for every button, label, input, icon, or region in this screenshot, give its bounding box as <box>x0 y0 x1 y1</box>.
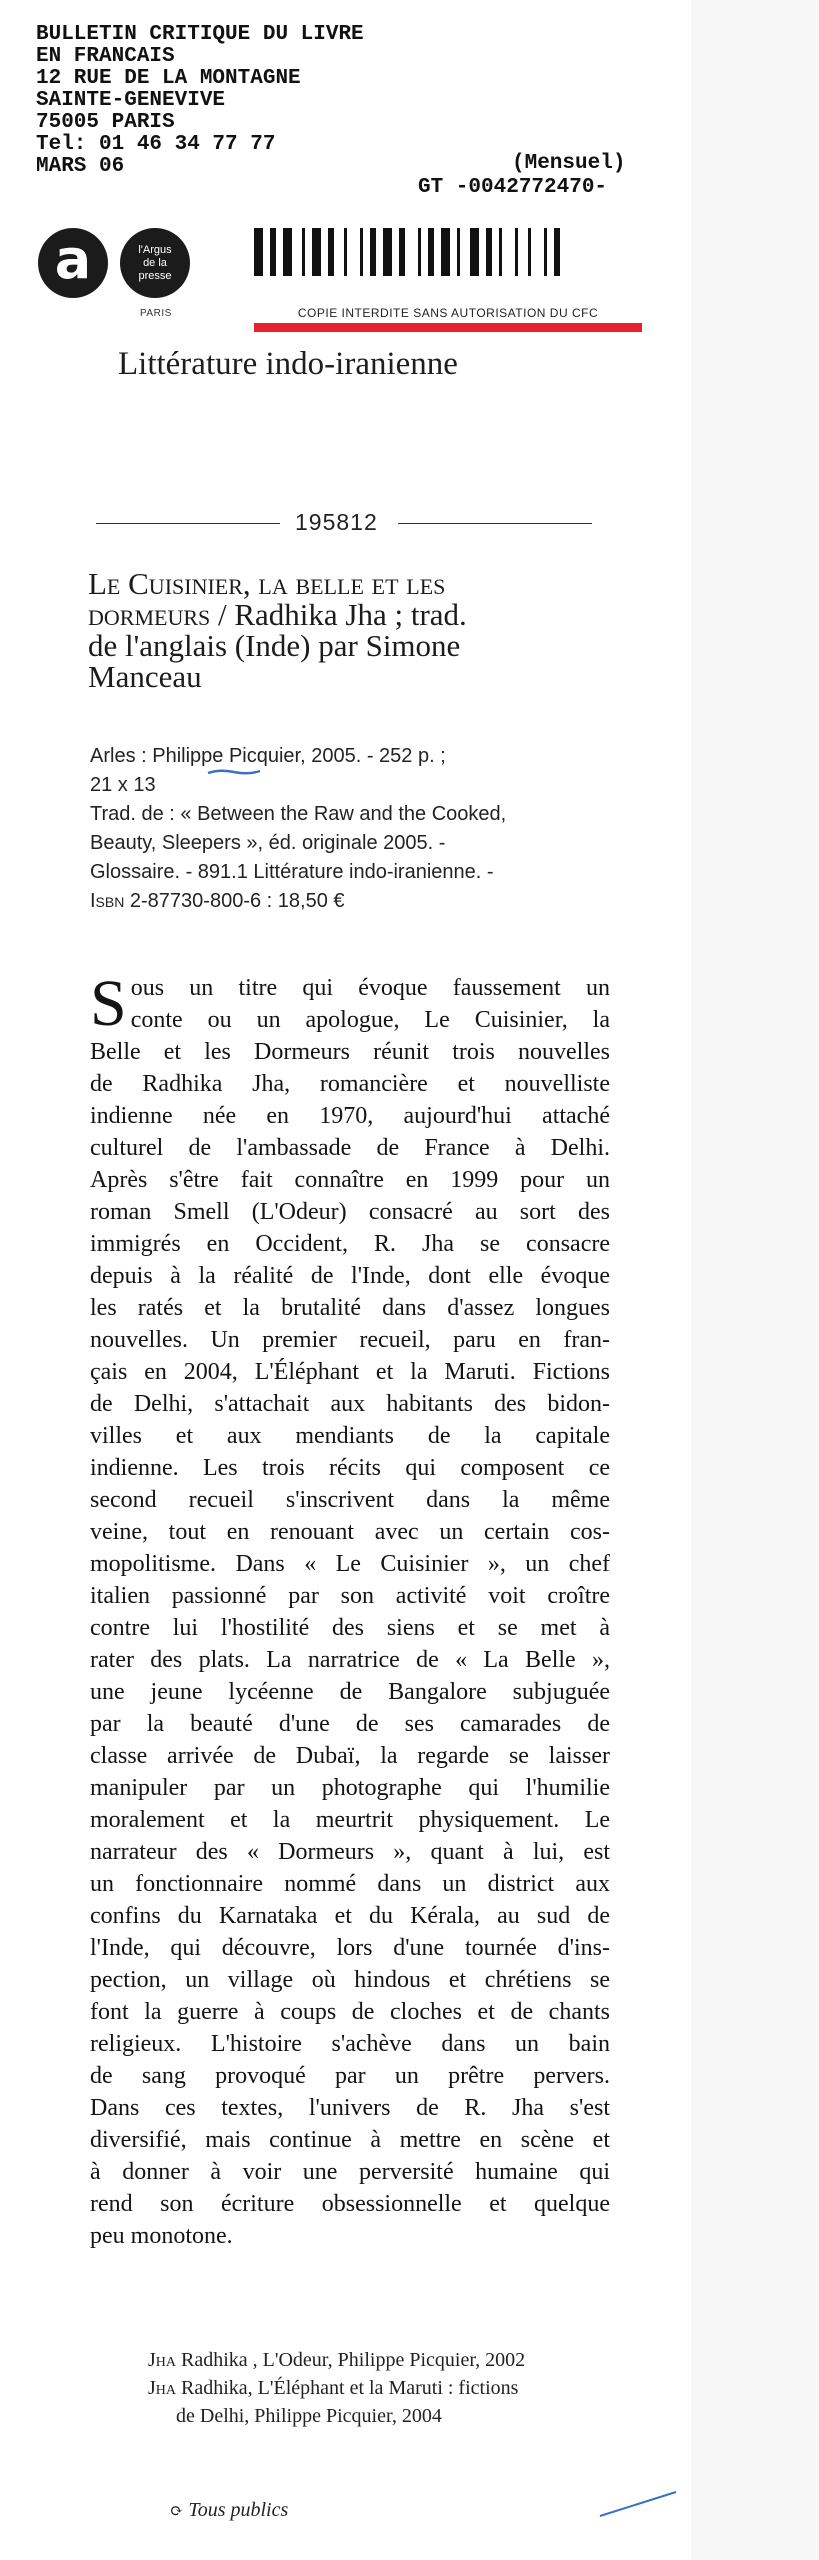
review-line: l'Inde, qui découvre, lors d'une tournée d'ins- <box>90 1935 610 1961</box>
publication-name-2: EN FRANCAIS <box>36 45 175 68</box>
review-line: de sang provoqué par un prêtre pervers. <box>90 2063 610 2089</box>
review-line: roman Smell (L'Odeur) consacré au sort des <box>90 1199 610 1225</box>
review-line: çais en 2004, L'Éléphant et la Maruti. Fictions <box>90 1359 610 1385</box>
review-line: Dans ces textes, l'univers de R. Jha s'est <box>90 2095 610 2121</box>
review-line: à donner à voir une perversité humaine qui <box>90 2159 610 2185</box>
title-line-2-sc: dormeurs <box>88 597 211 632</box>
review-line: de Delhi, s'attachait aux habitants des bidon- <box>90 1391 610 1417</box>
a-logo-letter: a <box>54 228 92 291</box>
city: 75005 PARIS <box>36 111 175 134</box>
biblio-row-2: 21 x 13 <box>90 774 156 796</box>
review-line: depuis à la réalité de l'Inde, dont elle évoque <box>90 1263 610 1289</box>
cfc-red-bar <box>254 323 642 332</box>
review-line: immigrés en Occident, R. Jha se consacre <box>90 1231 610 1257</box>
review-line: une jeune lycéenne de Bangalore subjuguée <box>90 1679 610 1705</box>
title-line-3: de l'anglais (Inde) par Simone <box>88 628 461 663</box>
review-line: moralement et la meurtrit physiquement. Le <box>90 1807 610 1833</box>
review-line: pection, un village où hindous et chrétiens se <box>90 1967 610 1993</box>
circle-arrow-icon: ⟳ <box>170 2503 184 2520</box>
logo-city: PARIS <box>140 308 172 319</box>
biblio-row-1: Arles : Philippe Picquier, 2005. - 252 p. ; <box>90 745 446 767</box>
review-line: indienne née en 1970, aujourd'hui attaché <box>90 1103 610 1129</box>
book-title <box>88 568 648 692</box>
review-text <box>90 967 610 2252</box>
district: SAINTE-GENEVIVE <box>36 89 226 112</box>
ref2-author: Jha <box>148 2377 177 2399</box>
argus-line-1: l'Argus <box>138 243 172 256</box>
review-line: italien passionné par son activité voit croître <box>90 1583 610 1609</box>
review-line: un fonctionnaire nommé dans un district aux <box>90 1871 610 1897</box>
review-line: Belle et les Dormeurs réunit trois nouvelles <box>90 1039 610 1065</box>
isbn-label: Isbn <box>90 890 125 912</box>
pen-underline-icon <box>206 768 262 776</box>
argus-logo-icon <box>120 228 190 298</box>
biblio-row-3: Trad. de : « Between the Raw and the Cooked, <box>90 803 507 825</box>
drop-cap: S <box>90 967 127 1040</box>
review-line: ous un titre qui évoque faussement un <box>130 975 610 1001</box>
cfc-notice: COPIE INTERDITE SANS AUTORISATION DU CFC <box>297 306 599 320</box>
separator-right <box>398 523 592 524</box>
ref1-author: Jha <box>148 2349 177 2371</box>
references <box>148 2346 668 2430</box>
review-line: rend son écriture obsessionnelle et quelque <box>90 2191 610 2217</box>
review-line: villes et aux mendiants de la capitale <box>90 1423 610 1449</box>
review-line: Après s'être fait connaître en 1999 pour un <box>90 1167 610 1193</box>
isbn-value: 2-87730-800-6 : 18,50 € <box>124 890 345 912</box>
review-line: conte ou un apologue, Le Cuisinier, la <box>130 1007 610 1033</box>
section-title: Littérature indo-iranienne <box>118 346 458 382</box>
phone: Tel: 01 46 34 77 77 <box>36 133 276 156</box>
review-line: veine, tout en renouant avec un certain cos- <box>90 1519 610 1545</box>
reference-1 <box>148 2346 668 2374</box>
review-line: contre lui l'hostilité des siens et se met à <box>90 1615 610 1641</box>
publication-name: BULLETIN CRITIQUE DU LIVRE <box>36 23 364 46</box>
title-line-2-rest: / Radhika Jha ; trad. <box>210 597 467 632</box>
barcode-icon <box>254 228 642 276</box>
review-line: peu monotone. <box>90 2223 233 2249</box>
argus-line-3: presse <box>138 269 172 282</box>
issue-date: MARS 06 <box>36 155 125 178</box>
review-line: second recueil s'inscrivent dans la même <box>90 1487 610 1513</box>
review-line: diversifié, mais continue à mettre en scène et <box>90 2127 610 2153</box>
bibliographic-record <box>90 742 610 916</box>
ref1-rest: Radhika , L'Odeur, Philippe Picquier, 2002 <box>176 2349 526 2371</box>
biblio-row-5: Glossaire. - 891.1 Littérature indo-iranienne. - <box>90 861 494 883</box>
reference-2 <box>148 2374 668 2402</box>
periodicity: (Mensuel) <box>512 152 626 175</box>
pen-stroke-icon <box>598 2490 678 2520</box>
title-line-1: Le Cuisinier, la belle et les <box>88 566 446 601</box>
scan-margin <box>691 0 819 2560</box>
biblio-row-4: Beauty, Sleepers », éd. originale 2005. - <box>90 832 446 854</box>
review-line: les ratés et la brutalité dans d'assez longues <box>90 1295 610 1321</box>
review-line: font la guerre à coups de cloches et de chants <box>90 1999 610 2025</box>
review-line: culturel de l'ambassade de France à Delhi. <box>90 1135 610 1161</box>
review-line: manipuler par un photographe qui l'humilie <box>90 1775 610 1801</box>
review-line: classe arrivée de Dubaï, la regarde se laisser <box>90 1743 610 1769</box>
street-address: 12 RUE DE LA MONTAGNE <box>36 67 301 90</box>
audience <box>170 2499 288 2522</box>
review-line: par la beauté d'une de ses camarades de <box>90 1711 610 1737</box>
gt-code: GT -0042772470- <box>418 176 608 199</box>
separator-left <box>96 523 280 524</box>
biblio-isbn-row <box>90 887 610 916</box>
review-line: narrateur des « Dormeurs », quant à lui, est <box>90 1839 610 1865</box>
reference-2-line-2: de Delhi, Philippe Picquier, 2004 <box>176 2405 442 2427</box>
review-line: de Radhika Jha, romancière et nouvelliste <box>90 1071 610 1097</box>
audience-label: Tous publics <box>188 2499 289 2521</box>
review-line: rater des plats. La narratrice de « La Belle », <box>90 1647 610 1673</box>
title-line-4: Manceau <box>88 659 202 694</box>
review-line: confins du Karnataka et du Kérala, au sud de <box>90 1903 610 1929</box>
ref2-rest: Radhika, L'Éléphant et la Maruti : fictions <box>176 2377 519 2399</box>
notice-number: 195812 <box>295 509 378 535</box>
a-logo-icon <box>38 228 108 298</box>
review-line: religieux. L'histoire s'achève dans un bain <box>90 2031 610 2057</box>
review-line: mopolitisme. Dans « Le Cuisinier », un chef <box>90 1551 610 1577</box>
review-line: indienne. Les trois récits qui composent ce <box>90 1455 610 1481</box>
argus-line-2: de la <box>143 256 167 269</box>
review-line: nouvelles. Un premier recueil, paru en fran- <box>90 1327 610 1353</box>
